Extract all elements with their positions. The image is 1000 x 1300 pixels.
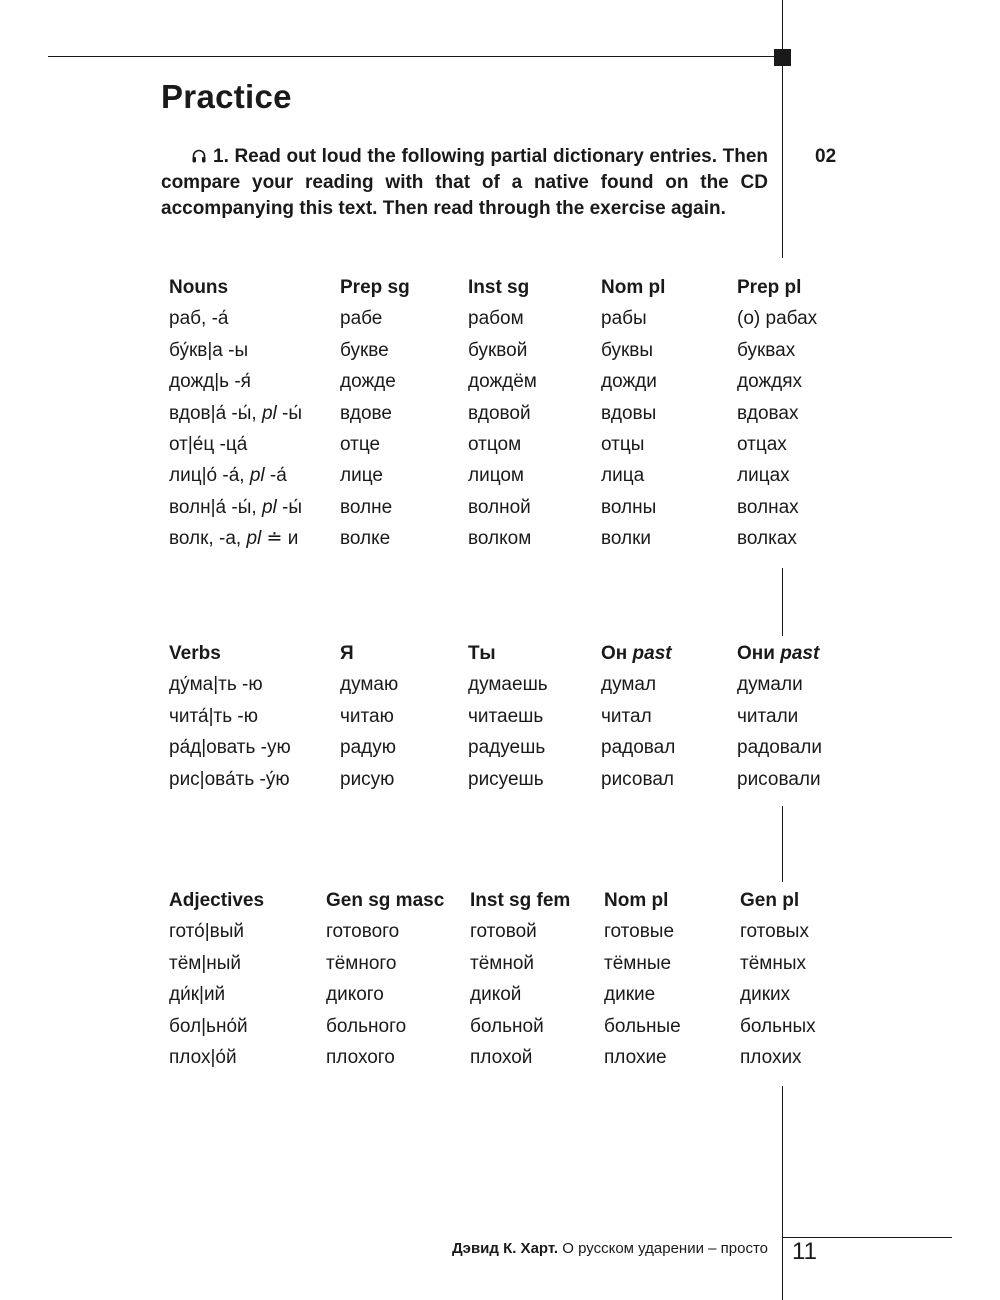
word-form: дикого	[326, 984, 384, 1006]
word-form: волках	[737, 528, 797, 550]
column-header: Nouns	[169, 277, 229, 298]
column-header: Он past	[601, 643, 672, 664]
dictionary-entry: ра́д|овать -ую	[169, 737, 291, 759]
dictionary-entry: бу́кв|а -ы	[169, 339, 249, 361]
word-form: лица	[601, 465, 645, 487]
exercise-instructions	[161, 144, 768, 222]
word-form: вдовы	[601, 402, 657, 424]
vertical-rule-mid-1	[782, 568, 783, 636]
column-header: Они past	[737, 643, 820, 664]
word-form: больные	[604, 1015, 681, 1037]
word-form: буквой	[468, 339, 528, 361]
vertical-rule-top	[782, 0, 783, 258]
table-row	[169, 366, 847, 397]
table-row	[169, 398, 847, 429]
word-form: тёмные	[604, 952, 672, 974]
word-form: диких	[740, 984, 791, 1006]
dictionary-entry: гото́|вый	[169, 921, 245, 943]
word-form: тёмного	[326, 952, 397, 974]
word-form: готовых	[740, 921, 809, 943]
word-form: думаешь	[468, 674, 548, 696]
word-form: волне	[340, 496, 393, 518]
nouns-table	[169, 272, 847, 555]
dictionary-entry: лиц|о́ -а́, pl -а́	[169, 465, 287, 487]
exercise-text: 1. Read out loud the following partial dictionary entries. Then compare your reading with that of a native found on the CD accompanying this text. Then read through the exercise again.	[161, 146, 768, 219]
table-row	[169, 948, 850, 979]
table-row	[169, 335, 847, 366]
dictionary-entry: раб, -а́	[169, 308, 229, 330]
dictionary-entry: бол|ьно́й	[169, 1015, 248, 1037]
word-form: плохих	[740, 1046, 802, 1068]
word-form: радовали	[737, 737, 822, 759]
word-form: вдовах	[737, 402, 799, 424]
table-row	[169, 979, 850, 1010]
corner-marker	[774, 49, 791, 66]
table-header	[169, 885, 850, 916]
column-header: Nom pl	[601, 277, 666, 298]
dictionary-entry: волн|а́ -ы́, pl -ы́	[169, 496, 302, 518]
word-form: буквах	[737, 339, 796, 361]
word-form: рисовал	[601, 768, 674, 790]
top-rule	[48, 56, 783, 57]
word-form: отцом	[468, 433, 522, 455]
table-row	[169, 732, 847, 763]
word-form: читали	[737, 705, 799, 727]
column-header: Я	[340, 643, 354, 664]
word-form: тёмных	[740, 952, 806, 974]
word-form: рисуешь	[468, 768, 544, 790]
dictionary-entry: чита́|ть -ю	[169, 705, 258, 727]
table-row	[169, 429, 847, 460]
column-header: Verbs	[169, 643, 221, 664]
word-form: дикой	[470, 984, 522, 1006]
page-title: Practice	[161, 78, 292, 115]
word-form: отцы	[601, 433, 645, 455]
column-header: Nom pl	[604, 890, 669, 911]
column-header: Adjectives	[169, 890, 265, 911]
column-header: Inst sg	[468, 277, 530, 298]
dictionary-entry: ди́к|ий	[169, 984, 226, 1006]
column-header: Inst sg fem	[470, 890, 571, 911]
footer-book-title: О русском ударении – просто	[562, 1240, 768, 1257]
word-form: думаю	[340, 674, 399, 696]
word-form: больной	[470, 1015, 544, 1037]
word-form: больного	[326, 1015, 407, 1037]
word-form: вдовой	[468, 402, 531, 424]
word-form: отцах	[737, 433, 787, 455]
dictionary-entry: от|е́ц -ца́	[169, 433, 248, 455]
word-form: готовые	[604, 921, 675, 943]
table-header	[169, 272, 847, 303]
word-form: рабы	[601, 308, 647, 330]
table-row	[169, 523, 847, 554]
vertical-rule-bottom	[782, 1086, 783, 1300]
word-form: лицах	[737, 465, 790, 487]
vertical-rule-mid-2	[782, 806, 783, 882]
word-form: волком	[468, 528, 532, 550]
dictionary-entry: тём|ный	[169, 952, 242, 974]
word-form: волки	[601, 528, 652, 550]
word-form: думали	[737, 674, 803, 696]
word-form: вдове	[340, 402, 392, 424]
column-header: Gen pl	[740, 890, 800, 911]
word-form: отце	[340, 433, 381, 455]
word-form: букве	[340, 339, 389, 361]
column-header: Prep sg	[340, 277, 410, 298]
cd-track-number: 02	[815, 146, 837, 167]
table-row	[169, 460, 847, 491]
column-header: Gen sg masc	[326, 890, 445, 911]
column-header: Prep pl	[737, 277, 802, 298]
word-form: радую	[340, 737, 396, 759]
word-form: волной	[468, 496, 531, 518]
footer-author: Дэвид К. Харт.	[451, 1240, 559, 1257]
page-number: 11	[792, 1238, 817, 1265]
word-form: лице	[340, 465, 383, 487]
table-row	[169, 764, 847, 795]
word-form: рабе	[340, 308, 383, 330]
column-header: Ты	[468, 643, 496, 664]
dictionary-entry: ду́ма|ть -ю	[169, 674, 263, 696]
word-form: буквы	[601, 339, 654, 361]
word-form: тёмной	[470, 952, 535, 974]
word-form: волны	[601, 496, 657, 518]
word-form: дождём	[468, 371, 537, 393]
word-form: рисовали	[737, 768, 821, 790]
word-form: волнах	[737, 496, 799, 518]
word-form: лицом	[468, 465, 524, 487]
word-form: читаешь	[468, 705, 544, 727]
adjectives-table	[169, 885, 850, 1073]
verbs-table	[169, 638, 847, 795]
word-form: рисую	[340, 768, 395, 790]
running-footer	[452, 1240, 768, 1257]
word-form: дожде	[340, 371, 396, 393]
word-form: плохие	[604, 1046, 667, 1068]
dictionary-entry: рис|ова́ть -у́ю	[169, 768, 290, 790]
table-row	[169, 303, 847, 334]
word-form: думал	[601, 674, 657, 696]
dictionary-entry: дожд|ь -я́	[169, 371, 251, 393]
word-form: дождях	[737, 371, 803, 393]
headphones-icon	[191, 148, 207, 164]
table-row	[169, 1042, 850, 1073]
word-form: читал	[601, 705, 652, 727]
table-row	[169, 916, 850, 947]
word-form: дикие	[604, 984, 656, 1006]
dictionary-entry: волк, -а, pl ≐ и	[169, 528, 299, 550]
word-form: готовой	[470, 921, 537, 943]
word-form: радуешь	[468, 737, 546, 759]
dictionary-entry: плох|о́й	[169, 1046, 237, 1068]
word-form: дожди	[601, 371, 657, 393]
word-form: готового	[326, 921, 400, 943]
word-form: волке	[340, 528, 391, 550]
word-form: читаю	[340, 705, 394, 727]
word-form: плохого	[326, 1046, 395, 1068]
word-form: плохой	[470, 1046, 533, 1068]
table-row	[169, 669, 847, 700]
word-form: (о) рабах	[737, 308, 818, 330]
table-row	[169, 701, 847, 732]
table-row	[169, 492, 847, 523]
word-form: радовал	[601, 737, 676, 759]
table-row	[169, 1011, 850, 1042]
word-form: рабом	[468, 308, 524, 330]
table-header	[169, 638, 847, 669]
dictionary-entry: вдов|а́ -ы́, pl -ы́	[169, 402, 303, 424]
word-form: больных	[740, 1015, 816, 1037]
